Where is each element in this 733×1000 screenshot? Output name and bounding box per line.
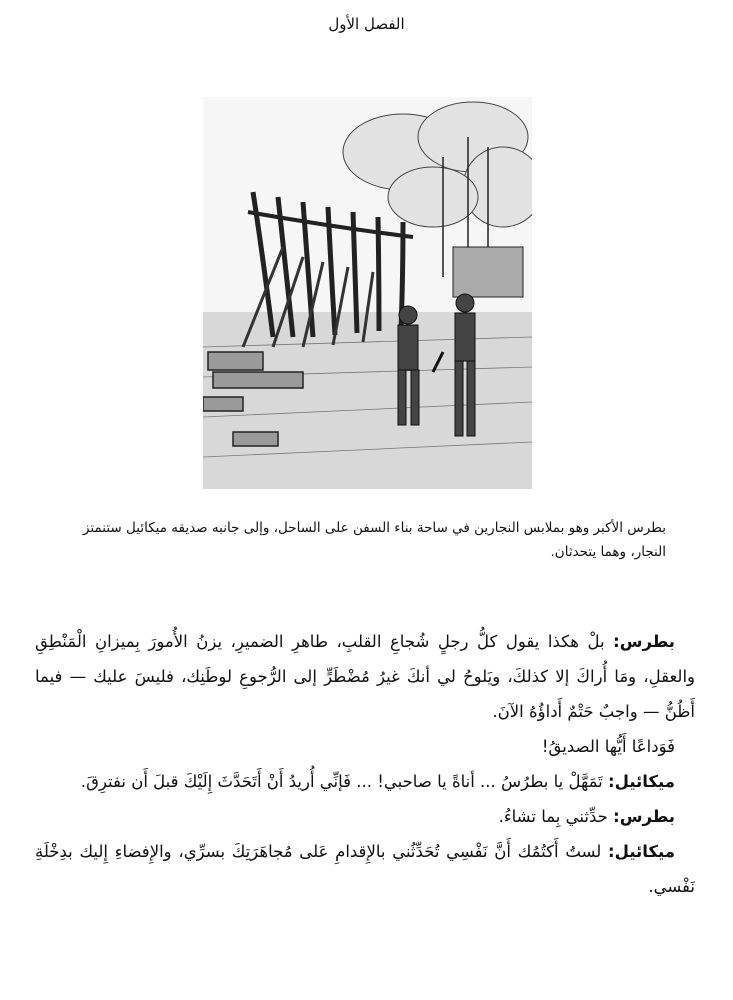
speaker-name: بطرس: [613,632,675,651]
dialogue-line [35,624,695,729]
illustration-caption: بطرس الأكبر وهو بملابس النجارين في ساحة بناء السفن على الساحل، وإلى جانبه صديقه ميكائيل ستنمتز النجار، وهما يتحدثان. [82,520,666,560]
dialogue-line [35,729,695,764]
dialogue-speech: لستُ أَكتُمُك أَنَّ نَفْسِي تُحَدِّثُني بالإِقدامِ عَلى مُجاهَرَتِكَ بسرِّي، والإِفضاءِ إِليك بدِخْلَةِ نَفْسي. [35,842,695,896]
dialogue-text [35,624,695,904]
dialogue-speech: فَوَداعًا أَيُّها الصديقُ! [541,737,675,756]
dialogue-speech: تَمَهَّلْ يا بطرُسُ ... أناةً يا صاحبي! ... فَإنِّي أُريدُ أَنْ أَتَحَدَّثَ إِلَيْكَ قبلَ أَن نفترِقَ. [80,772,603,791]
dialogue-line [35,799,695,834]
chapter-title: الفصل الأول [328,15,405,33]
dialogue-line [35,764,695,799]
speaker-name: ميكائيل: [608,772,675,791]
dialogue-speech: حدِّثني بِما تشاءُ. [498,807,608,826]
speaker-name: بطرس: [613,807,675,826]
speaker-name: ميكائيل: [608,842,675,861]
shipyard-engraving-illustration [203,97,532,489]
dialogue-speech: بلْ هكذا يقول كلُّ رجلٍ شُجاعِ القلبِ، طاهرِ الضميرِ، يزنُ الأُمورَ بِميزانِ الْمَنْطِقِ والعقلِ، ومَا أُراكَ إلا كذلكَ، ويَلوحُ لي أنكَ غيرُ مُضْطَرٍّ إلى الرُّجوعِ لوطَنِك، فليسَ عليك — فيما أَظُنُّ — واجبٌ حَتْمٌ أَداؤُهُ الآنَ. [35,632,695,721]
illustration-drawing [203,97,532,489]
dialogue-line [35,834,695,904]
